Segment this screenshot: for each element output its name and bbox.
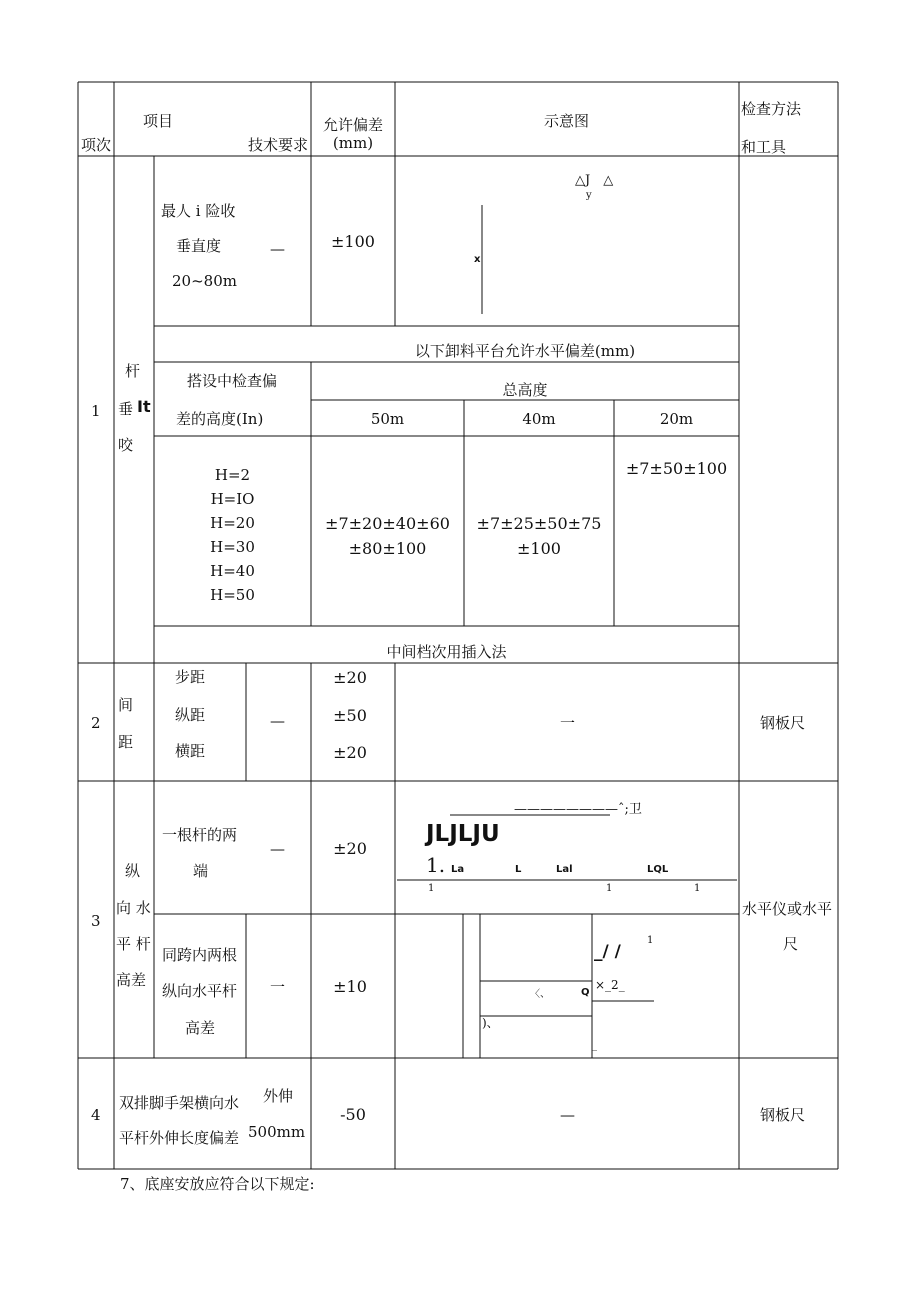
row4-requirement-line2: 500mm [248, 1123, 306, 1141]
row1-h-value: H=40 [210, 562, 255, 580]
row2-tolerance-2: ±50 [333, 706, 367, 725]
row3-sub-a-line1: 一根杆的两 [162, 826, 238, 844]
row3-diagram-a-lal: Lal [556, 864, 573, 875]
row3-diagram-a-lql: LQL [647, 864, 669, 875]
row3-diagram-b-paren: )、 [482, 1016, 499, 1030]
row3-tolerance-b: ±10 [333, 977, 367, 996]
row1-sub-line2: 垂直度 [176, 237, 222, 255]
row3-item-char-1: 纵 [125, 862, 141, 880]
row1-values-40m [464, 511, 614, 561]
row2-sub-2: 纵距 [175, 706, 206, 724]
row4-index: 4 [91, 1106, 101, 1124]
row2-sub-3: 横距 [175, 742, 206, 760]
row3-sub-b-line2: 纵向水平杆 [162, 982, 238, 1000]
header-item: 项目 [143, 112, 174, 130]
row2-sub-1: 步距 [175, 668, 206, 686]
row1-values-50m-line1: ±7±20±40±60 [325, 514, 450, 533]
row3-sub-b-line3: 高差 [185, 1019, 216, 1037]
row1-sub-line1: 最人 i 险收 [161, 202, 236, 220]
row1-diagram-top: △J △ [575, 173, 614, 188]
row3-diagram-a-one-1: 1 [428, 883, 435, 894]
row1-tolerance: ±100 [331, 232, 375, 251]
row1-height-50m: 50m [370, 410, 405, 428]
row1-item-char-2: 垂 [118, 400, 134, 418]
row1-check-label-line1: 搭设中检查偏 [187, 372, 278, 390]
row3-requirement-b: 一 [270, 978, 286, 996]
row1-diagram-x: x [474, 254, 481, 265]
header-diagram: 示意图 [544, 112, 590, 130]
row1-values-40m-line2: ±100 [517, 539, 561, 558]
row3-item-char-3: 平 杆 [116, 935, 151, 953]
row2-item-char-2: 距 [118, 733, 134, 751]
row1-item-char-4: 咬 [118, 436, 134, 454]
header-tolerance-line1: 允许偏差 [322, 116, 383, 134]
row3-diagram-b-x2: ×_2_ [595, 978, 625, 992]
row1-check-label-line2: 差的高度(In) [176, 410, 264, 428]
row3-diagram-b-mark: 〈、 [530, 989, 550, 1000]
row1-index: 1 [91, 402, 101, 420]
row4-requirement-line1: 外伸 [263, 1087, 294, 1105]
row3-method-line2: 尺 [783, 935, 799, 953]
row2-index: 2 [91, 714, 101, 732]
row3-method-line1: 水平仪或水平 [742, 900, 833, 918]
row1-values-40m-line1: ±7±25±50±75 [476, 514, 602, 533]
row3-diagram-b-1: 1 [647, 935, 654, 946]
row2-tolerance-1: ±20 [333, 668, 367, 687]
row1-requirement: — [270, 240, 285, 258]
row3-tolerance-a: ±20 [333, 839, 367, 858]
row1-h-value: H=20 [210, 514, 255, 532]
row1-values-20m: ±7±50±100 [625, 459, 728, 478]
row1-values-50m [311, 511, 464, 561]
row2-requirement: — [270, 712, 285, 730]
header-method-line1: 检查方法 [741, 100, 802, 118]
row3-index: 3 [91, 912, 101, 930]
row1-diagram-y: y [586, 190, 592, 201]
row1-h-value: H=IO [210, 490, 255, 508]
row3-diagram-a-la: La [451, 864, 465, 875]
row3-diagram-b-q: Q [581, 987, 590, 998]
row3-requirement-a: — [270, 840, 285, 858]
row1-height-40m: 40m [522, 410, 556, 428]
row4-method: 钢板尺 [760, 1106, 806, 1124]
row4-diagram: — [560, 1106, 575, 1124]
row1-item-char-3: It [137, 397, 151, 416]
row1-sub-line3: 20~80m [172, 272, 237, 290]
row1-values-50m-line2: ±80±100 [348, 539, 427, 558]
row1-platform-note: 以下卸料平台允许水平偏差(mm) [414, 342, 636, 360]
row1-item-char-1: 杆 [125, 362, 141, 380]
row1-h-values [154, 463, 311, 607]
header-requirement: 技术要求 [248, 136, 309, 154]
row3-diagram-a-1: 1. [426, 853, 446, 877]
row4-item-line1: 双排脚手架横向水 [119, 1094, 240, 1112]
row2-diagram: 一 [560, 714, 576, 732]
row3-diagram-b-slash: _/ / [594, 942, 621, 962]
header-index: 项次 [81, 136, 112, 154]
row1-h-value: H=30 [210, 538, 255, 556]
header-tolerance-line2: (mm) [332, 134, 374, 152]
row3-item-char-4: 高差 [116, 971, 147, 989]
footer-note: 7、底座安放应符合以下规定: [120, 1175, 315, 1193]
row3-diagram-a-one-3: 1 [694, 883, 701, 894]
row1-h-value: H=50 [210, 586, 255, 604]
row2-method: 钢板尺 [760, 714, 806, 732]
row3-sub-a-line2: 端 [193, 862, 209, 880]
row3-sub-b-line1: 同跨内两根 [162, 946, 238, 964]
row3-diagram-b-underscore: _ [592, 1040, 597, 1051]
row1-interp-note: 中间档次用插入法 [386, 643, 507, 661]
row1-h-value: H=2 [214, 466, 251, 484]
row3-item-char-2: 向 水 [116, 899, 151, 917]
row3-diagram-a-one-2: 1 [606, 883, 613, 894]
row1-height-20m: 20m [659, 410, 694, 428]
row2-item-char-1: 间 [118, 696, 134, 714]
row3-diagram-a-top: ————————ˆ;卫 [514, 802, 642, 817]
row3-diagram-a-l: L [515, 864, 522, 875]
row3-diagram-a-big: JLJLJU [426, 821, 500, 847]
row4-tolerance: -50 [340, 1105, 366, 1124]
row4-item-line2: 平杆外伸长度偏差 [119, 1129, 240, 1147]
header-method-line2: 和工具 [741, 138, 787, 156]
row2-tolerance-3: ±20 [333, 743, 367, 762]
header-tolerance [313, 116, 393, 152]
row1-total-height: 总高度 [502, 381, 548, 399]
